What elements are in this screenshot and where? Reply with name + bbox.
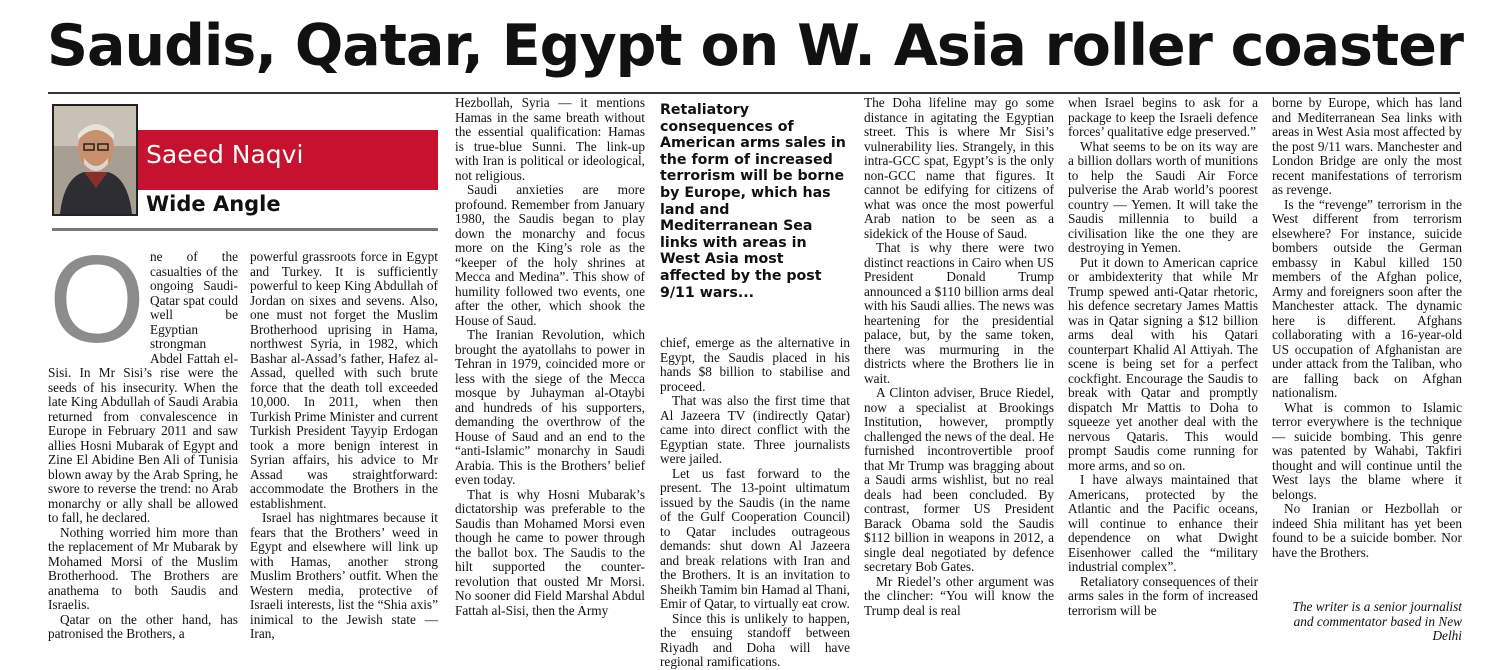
paragraph: The Doha lifeline may go some distance in agitating the Egyptian street. This is where Mr Sisi’s vulnerability lies. Strangely, in this intra-GCC spat, Egypt’s is the only non-GCC name that figures. It cannot be edifying for citizens of what was once the most powerful Arab nation to be seen as a sidekick of the House of Saud. xyxy=(864,95,1054,241)
column-5 xyxy=(864,96,1054,652)
paragraph: What is common to Islamic terror everywhere is the technique — suicide bombing. This genre was patented by Wahabi, Takfiri thought and will continue until the West lays the blame where it belongs. xyxy=(1272,399,1462,502)
paragraph: Israel has nightmares because it fears that the Brothers’ weed in Egypt and elsewhere will link up with Hamas, another strong Muslim Brothers’ outfit. When the Western media, protective of Israeli interests, list the “Shia axis” inimical to the Jewish state — Iran, xyxy=(250,510,438,641)
author-name-band xyxy=(138,130,438,190)
paragraph: Mr Riedel’s other argument was the clincher: “You will know the Trump deal is real xyxy=(864,573,1054,618)
paragraph: Saudi anxieties are more profound. Remember from January 1980, the Saudis began to play down the monarchy and focus more on the King’s role as the “keeper of the holy shrines at Mecca and Medina”. This show of humility followed two events, one after the other, which shook the House of Saud. xyxy=(455,182,645,328)
paragraph: That is why Hosni Mubarak’s dictatorship was preferable to the Saudis than Mohamed Morsi even though he came to power through the ballot box. The Saudis to the hilt supported the counter-revolution that ousted Mr Morsi. No sooner did Field Marshal Abdul Fattah al-Sisi, then the Army xyxy=(455,486,645,618)
headline-rule xyxy=(48,92,1460,94)
paragraph: ne of the casualties of the ongoing Saudi-Qatar spat could well be Egyptian strongman Abdel Fattah el-Sisi. In Mr Sisi’s rise were the seeds of his insecurity. When the late King Abdullah of Saudi Arabia returned from convalescence in Europe in February 2011 and saw allies Hosni Mubarak of Egypt and Zine El Abidine Ben Ali of Tunisia blown away by the Arab Spring, he swore to reverse the trend: no Arab monarchy or ally shall be allowed to fall, he declared. xyxy=(48,249,238,525)
paragraph: borne by Europe, which has land and Mediterranean Sea links with areas in West Asia most affected by the post 9/11 wars. Manchester and London Bridge are only the most recent manifestations of terrorism as revenge. xyxy=(1272,95,1462,197)
paragraph: Since this is unlikely to happen, the ensuing standoff between Riyadh and Doha will have regional ramifications. xyxy=(660,610,850,669)
column-6 xyxy=(1068,96,1258,652)
author-photo xyxy=(52,104,138,216)
paragraph: What seems to be on its way are a billion dollars worth of munitions to help the Saudi Air Force pulverise the Arab world’s poorest country — Yemen. It will take the Saudis millennia to build a civilisation like the one they are destroying in Yemen. xyxy=(1068,138,1258,255)
column-name: Wide Angle xyxy=(146,192,281,216)
paragraph: I have always maintained that Americans, protected by the Atlantic and the Pacific oceans, will continue to enhance their dependence on what Dwight Eisenhower called the “military industrial complex”. xyxy=(1068,472,1258,574)
paragraph: A Clinton adviser, Bruce Riedel, now a specialist at Brookings Institution, however, promptly challenged the news of the deal. He furnished incontrovertible proof that Mr Trump was bragging about a Saudi arms wishlist, but no real deals had been concluded. By contrast, former US President Barack Obama sold the Saudis $112 billion in weapons in 2012, a single deal negotiated by defence secretary Bob Gates. xyxy=(864,385,1054,574)
pull-quote: Retaliatory consequences of American arms sales in the form of increased terrorism will be borne by Europe, which has land and Mediterranean Sea links with areas in West Asia most affected by the post 9/11 wars... xyxy=(660,102,846,301)
paragraph: chief, emerge as the alternative in Egypt, the Saudis placed in his hands $8 billion to stabilise and proceed. xyxy=(660,335,850,394)
drop-cap: O xyxy=(48,231,146,369)
column-4 xyxy=(660,335,850,669)
author-footnote: The writer is a senior journalist and commentator based in New Delhi xyxy=(1292,599,1462,643)
author-name: Saeed Naqvi xyxy=(146,140,304,169)
byline xyxy=(52,104,438,226)
paragraph: Put it down to American caprice or ambidexterity that while Mr Trump spewed anti-Qatar rhetoric, his defence secretary James Mattis was in Qatar signing a $12 billion arms deal with his Qatari counterpart Khalid Al Attiyah. The scene is being set for a perfect cockfight. Encourage the Saudis to break with Qatar and promptly dispatch Mr Mattis to Doha to squeeze yet another deal with the nervous Qataris. This would prompt Saudis come running for more arms, and so on. xyxy=(1068,254,1258,473)
paragraph: Qatar on the other hand, has patronised the Brothers, a xyxy=(48,611,238,641)
paragraph: Hezbollah, Syria — it mentions Hamas in the same breath without the essential qualification: Hamas is true-blue Sunni. The link-up with Iran is political or ideological, not religious. xyxy=(455,95,645,183)
paragraph: The Iranian Revolution, which brought the ayatollahs to power in Tehran in 1979, coincided more or less with the siege of the Mecca mosque by Juhayman al-Otaybi and hundreds of his supporters, demanding the overthrow of the House of Saud and an end to the “anti-Islamic” monarchy in Saudi Arabia. This is the Brothers’ belief even today. xyxy=(455,327,645,487)
column-2 xyxy=(250,250,438,652)
column-7 xyxy=(1272,96,1462,596)
paragraph: Is the “revenge” terrorism in the West different from terrorism elsewhere? For instance, suicide bombers outside the German embassy in Kabul killed 150 members of the Afghan police, Army and foreigners soon after the Manchester attack. The dynamic here is different. Afghans collaborating with a 16-year-old US occupation of Afghanistan are under attack from the Taliban, who are falling back on Afghan nationalism. xyxy=(1272,196,1462,400)
headline: Saudis, Qatar, Egypt on W. Asia roller coaster xyxy=(46,13,1464,79)
paragraph: That was also the first time that Al Jazeera TV (indirectly Qatar) came into direct conflict with the Egyptian state. Three journalists were jailed. xyxy=(660,393,850,466)
paragraph: powerful grassroots force in Egypt and Turkey. It is sufficiently powerful to keep King Abdullah of Jordan on sixes and sevens. Also, one must not forget the Muslim Brotherhood uprising in Hama, northwest Syria, in 1982, which Bashar al-Assad’s father, Hafez al-Assad, quelled with such brute force that the death toll exceeded 10,000. In 2011, when then Turkish Prime Minister and current Turkish President Tayyip Erdogan took a more benign interest in Syrian affairs, his advice to Mr Assad was straightforward: accommodate the Brothers in the establishment. xyxy=(250,249,438,511)
paragraph: Let us fast forward to the present. The 13-point ultimatum issued by the Saudis (in the name of the Gulf Cooperation Council) to Qatar includes outrageous demands: shut down Al Jazeera and break relations with Iran and the Brothers. It is an invitation to Sheikh Tamim bin Hamad al Thani, Emir of Qatar, to virtually eat crow. xyxy=(660,465,850,611)
paragraph: when Israel begins to ask for a package to keep the Israeli defence forces’ qualitative edge preserved.” xyxy=(1068,95,1258,139)
column-3 xyxy=(455,96,645,652)
paragraph: That is why there were two distinct reactions in Cairo when US President Donald Trump announced a $110 billion arms deal with his Saudi allies. The news was heartening for the presidential palace, but, by the same token, there was murmuring in the districts where the Brothers lie in wait. xyxy=(864,240,1054,386)
paragraph: No Iranian or Hezbollah or indeed Shia militant has yet been found to be a suicide bomber. Nor have the Brothers. xyxy=(1272,501,1462,560)
paragraph: Nothing worried him more than the replacement of Mr Mubarak by Mohamed Morsi of the Muslim Brotherhood. The Brothers are anathema to both Saudis and Israelis. xyxy=(48,524,238,612)
column-1 xyxy=(48,231,238,652)
paragraph: Retaliatory consequences of their arms sales in the form of increased terrorism will be xyxy=(1068,573,1258,618)
